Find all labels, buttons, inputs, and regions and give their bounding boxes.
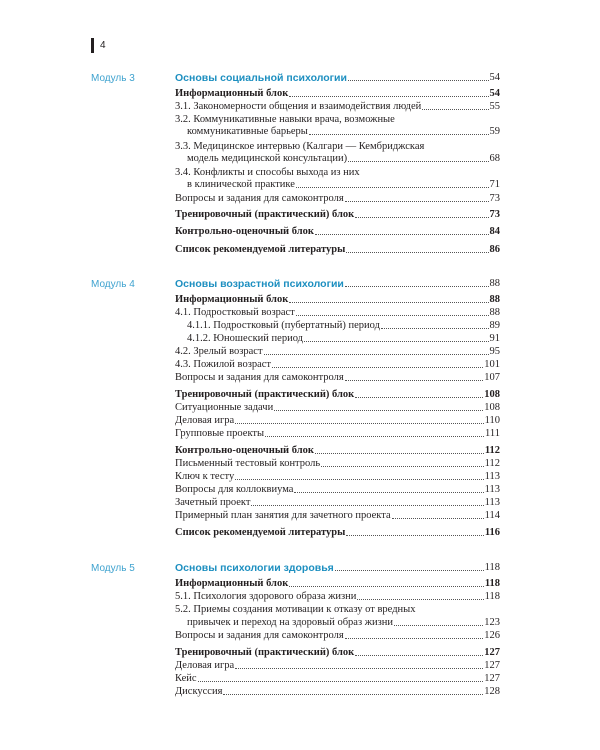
entry-text: Список рекомендуемой литературы: [175, 527, 346, 538]
page-ref: 55: [489, 101, 500, 112]
page-ref: 127: [484, 660, 500, 671]
page-ref: 71: [489, 179, 500, 190]
toc-entry[interactable]: [175, 686, 500, 698]
page-ref: 127: [484, 647, 500, 658]
entry-text-cont: коммуникативные барьеры: [187, 126, 308, 137]
entry-text: Дискуссия: [175, 686, 223, 697]
entry-text-cont: привычек и переход на здоровый образ жизни: [187, 617, 393, 628]
module-heading[interactable]: [175, 72, 500, 84]
module-title: Основы возрастной психологии: [175, 278, 344, 290]
entry-text: 5.2. Приемы создания мотивации к отказу от вредных: [175, 604, 416, 615]
module-heading[interactable]: [175, 562, 500, 574]
entry-text-cont: модель медицинской консультации): [187, 153, 348, 164]
toc-entry[interactable]: [175, 484, 500, 496]
toc-entry[interactable]: [175, 193, 500, 205]
page-ref: 112: [484, 445, 500, 456]
toc-entry[interactable]: [175, 445, 500, 457]
toc-entry[interactable]: [175, 372, 500, 384]
page-ref: 112: [484, 458, 500, 469]
page-ref: 118: [484, 591, 500, 602]
entry-text: Список рекомендуемой литературы: [175, 244, 346, 255]
toc-entry[interactable]: [187, 333, 500, 345]
toc-entry[interactable]: [175, 101, 500, 113]
page-ref: 88: [489, 294, 500, 305]
page-ref: 126: [484, 630, 500, 641]
entry-text: Групповые проекты: [175, 428, 265, 439]
entry-text: Ситуационные задачи: [175, 402, 274, 413]
toc-entry[interactable]: [175, 527, 500, 539]
toc-entry[interactable]: [175, 359, 500, 371]
page-ref: 59: [489, 126, 500, 137]
page-ref: 113: [484, 471, 500, 482]
page-ref: 127: [484, 673, 500, 684]
toc-entry[interactable]: [175, 673, 500, 685]
page-ref: 107: [484, 372, 500, 383]
page-ref: 73: [489, 193, 500, 204]
entry-text: Вопросы и задания для самоконтроля: [175, 630, 344, 641]
entry-text: 3.3. Медицинское интервью (Калгари — Кембриджская: [175, 141, 425, 152]
page-ref: 116: [484, 527, 500, 538]
entry-text-cont: в клинической практике: [187, 179, 295, 190]
entry-text: Контрольно-оценочный блок: [175, 445, 314, 456]
module-heading[interactable]: [175, 278, 500, 290]
toc-entry[interactable]: [187, 179, 500, 191]
toc-entry[interactable]: [175, 244, 500, 256]
page-ref: 54: [489, 72, 500, 83]
page-ref: 88: [489, 307, 500, 318]
entry-text: 3.4. Конфликты и способы выхода из них: [175, 167, 360, 178]
page-ref: 68: [489, 153, 500, 164]
toc-entry[interactable]: [175, 471, 500, 483]
entry-text: Деловая игра: [175, 415, 235, 426]
entry-text: 3.1. Закономерности общения и взаимодействия людей: [175, 101, 422, 112]
toc-entry[interactable]: [175, 428, 500, 440]
toc-entry[interactable]: [175, 209, 500, 221]
page-ref: 91: [489, 333, 500, 344]
entry-text: 5.1. Психология здорового образа жизни: [175, 591, 357, 602]
page-ref: 111: [485, 428, 500, 439]
page-ref: 128: [484, 686, 500, 697]
page-ref: 110: [484, 415, 500, 426]
toc-entry[interactable]: [187, 153, 500, 165]
page-ref: 95: [489, 346, 500, 357]
page-ref: 113: [484, 497, 500, 508]
entry-text: Вопросы и задания для самоконтроля: [175, 372, 344, 383]
toc-entry[interactable]: [175, 647, 500, 659]
toc-entry[interactable]: [175, 346, 500, 358]
entry-text: Примерный план занятия для зачетного проекта: [175, 510, 391, 521]
toc-entry[interactable]: [175, 630, 500, 642]
entry-text: Тренировочный (практический) блок: [175, 647, 355, 658]
entry-text: Зачетный проект: [175, 497, 251, 508]
toc-entry[interactable]: [175, 591, 500, 603]
toc-entry[interactable]: [175, 88, 500, 100]
toc-entry[interactable]: [175, 458, 500, 470]
toc-entry[interactable]: [175, 660, 500, 672]
entry-text: Информационный блок: [175, 578, 289, 589]
toc-entry[interactable]: [187, 126, 500, 138]
toc-entry[interactable]: [175, 389, 500, 401]
page-ref: 86: [489, 244, 500, 255]
toc-entry[interactable]: [175, 578, 500, 590]
module-title: Основы психологии здоровья: [175, 562, 334, 574]
toc-entry[interactable]: [175, 226, 500, 238]
page-ref: 84: [489, 226, 500, 237]
page-ref: 114: [484, 510, 500, 521]
toc-entry[interactable]: [175, 415, 500, 427]
entry-text: Контрольно-оценочный блок: [175, 226, 314, 237]
module-label: Модуль 5: [91, 563, 135, 574]
entry-text: Вопросы и задания для самоконтроля: [175, 193, 344, 204]
toc-entry[interactable]: [187, 320, 500, 332]
page-ref: 73: [489, 209, 500, 220]
page-ref: 118: [484, 562, 500, 573]
entry-text: Письменный тестовый контроль: [175, 458, 321, 469]
entry-text: Вопросы для коллоквиума: [175, 484, 294, 495]
page-number: 4: [100, 40, 106, 51]
page-marker-bar: [91, 38, 94, 53]
page-ref: 118: [484, 578, 500, 589]
toc-entry[interactable]: [175, 307, 500, 319]
entry-text: 3.2. Коммуникативные навыки врача, возможные: [175, 114, 395, 125]
page-ref: 123: [484, 617, 500, 628]
page-ref: 108: [484, 389, 500, 400]
entry-text: Ключ к тесту: [175, 471, 235, 482]
toc-entry[interactable]: [175, 510, 500, 522]
page-ref: 113: [484, 484, 500, 495]
entry-text: 4.1.2. Юношеский период: [187, 333, 303, 344]
entry-text: 4.1.1. Подростковый (пубертатный) период: [187, 320, 380, 331]
toc-entry[interactable]: [175, 402, 500, 414]
entry-text: 4.3. Пожилой возраст: [175, 359, 271, 370]
page-ref: 54: [489, 88, 500, 99]
module-title: Основы социальной психологии: [175, 72, 347, 84]
page-ref: 101: [484, 359, 500, 370]
entry-text: Информационный блок: [175, 88, 289, 99]
entry-text: 4.1. Подростковый возраст: [175, 307, 295, 318]
entry-text: Тренировочный (практический) блок: [175, 209, 355, 220]
page-ref: 108: [484, 402, 500, 413]
page-ref: 88: [489, 278, 500, 289]
entry-text: 4.2. Зрелый возраст: [175, 346, 263, 357]
page-ref: 89: [489, 320, 500, 331]
entry-text: Деловая игра: [175, 660, 235, 671]
module-label: Модуль 3: [91, 73, 135, 84]
entry-text: Информационный блок: [175, 294, 289, 305]
entry-text: Тренировочный (практический) блок: [175, 389, 355, 400]
toc-entry[interactable]: [175, 497, 500, 509]
module-label: Модуль 4: [91, 279, 135, 290]
entry-text: Кейс: [175, 673, 197, 684]
toc-entry[interactable]: [175, 294, 500, 306]
toc-entry[interactable]: [187, 617, 500, 629]
